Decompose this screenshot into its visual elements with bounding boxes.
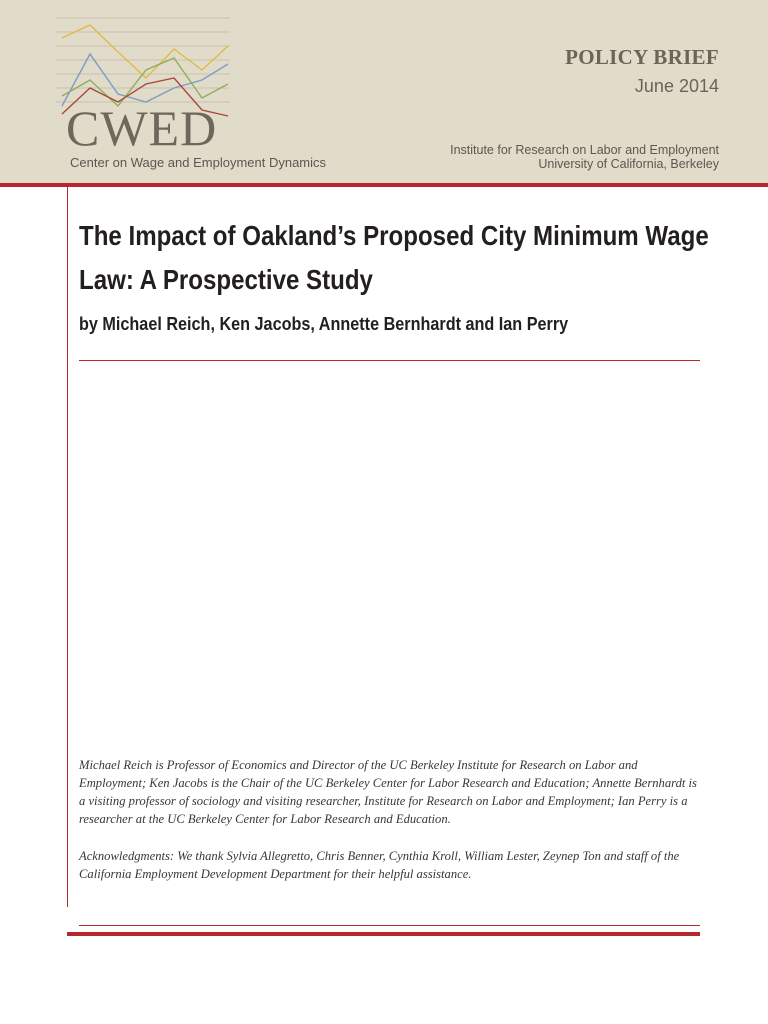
institute-affiliation <box>450 143 719 171</box>
institute-name: Institute for Research on Labor and Employment <box>450 143 719 157</box>
header-band <box>0 0 768 183</box>
left-margin-rule <box>67 187 68 907</box>
acknowledgments: Acknowledgments: We thank Sylvia Allegretto, Chris Benner, Cynthia Kroll, William Lester, Zeynep Ton and staff of the California Employment Development Department for their helpful assistance. <box>79 849 680 881</box>
brief-type-label: POLICY BRIEF <box>565 45 719 69</box>
author-bios: Michael Reich is Professor of Economics and Director of the UC Berkeley Institute for Research on Labor and Employment; Ken Jacobs is the Chair of the UC Berkeley Center for Labor Research and Education; Annette Bernhardt is a visiting professor of sociology and visiting researcher, Institute for Research on Labor and Employment; Ian Perry is a researcher at the UC Berkeley Center for Labor Research and Education. <box>79 758 697 826</box>
logo-subtitle: Center on Wage and Employment Dynamics <box>70 155 327 170</box>
page-title: The Impact of Oakland’s Proposed City Minimum Wage Law: A Prospective Study <box>79 220 709 295</box>
footer-thin-rule <box>79 925 700 926</box>
logo-wordmark: CWED <box>66 100 218 156</box>
header-divider <box>0 183 768 187</box>
publication-date: June 2014 <box>634 76 719 96</box>
footer-thick-rule <box>67 932 700 936</box>
university-name: University of California, Berkeley <box>538 157 719 171</box>
author-byline: by Michael Reich, Ken Jacobs, Annette Bernhardt and Ian Perry <box>79 314 569 334</box>
byline-divider <box>79 360 700 361</box>
